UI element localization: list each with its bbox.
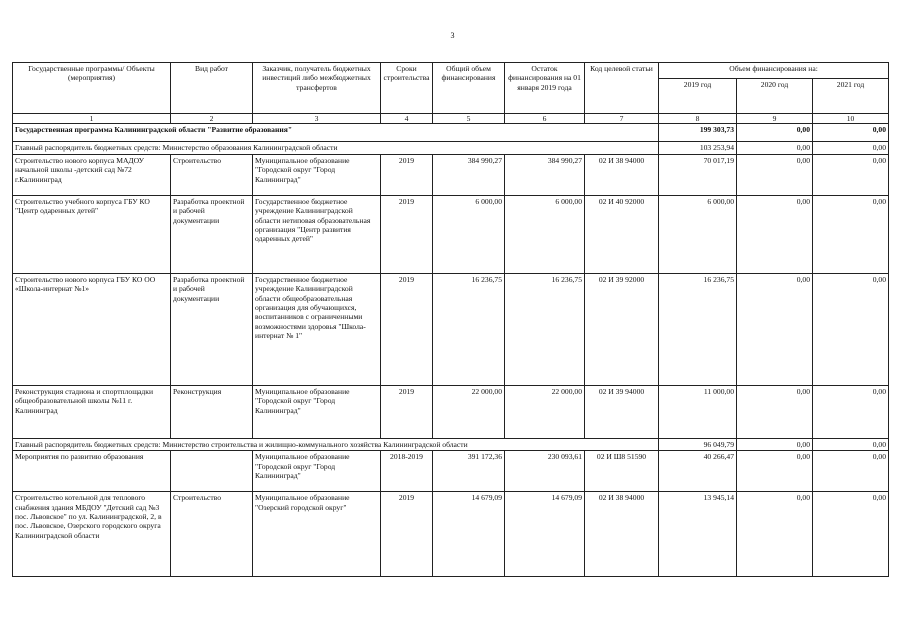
ministry-construction-rows <box>13 451 889 577</box>
program-2019: 199 303,73 <box>659 124 737 142</box>
cell-y2020: 0,00 <box>737 492 813 577</box>
cell-name: Строительство учебного корпуса ГБУ КО "Центр одаренных детей" <box>13 195 171 273</box>
header-customer: Заказчик, получатель бюджетных инвестиций либо межбюджетных трансфертов <box>253 63 381 114</box>
cell-customer: Муниципальное образование "Городской округ "Город Калининград" <box>253 385 381 438</box>
header-objects: Государственные программы/ Объекты (мероприятия) <box>13 63 171 114</box>
cell-y2019: 6 000,00 <box>659 195 737 273</box>
cell-work <box>171 451 253 492</box>
cell-y2021: 0,00 <box>813 273 889 385</box>
manager-row <box>13 142 889 154</box>
cell-remain: 230 093,61 <box>505 451 585 492</box>
program-title: Государственная программа Калининградской области "Развитие образования" <box>13 124 659 142</box>
table-row <box>13 492 889 577</box>
header-total-funding: Общий объем финансирования <box>433 63 505 114</box>
column-index: 1 <box>13 114 171 124</box>
cell-y2019: 16 236,75 <box>659 273 737 385</box>
cell-remain: 14 679,09 <box>505 492 585 577</box>
cell-code: 02 И 38 94000 <box>585 492 659 577</box>
cell-code: 02 И 40 92000 <box>585 195 659 273</box>
header-work-type: Вид работ <box>171 63 253 114</box>
header-row <box>13 63 889 79</box>
cell-remain: 22 000,00 <box>505 385 585 438</box>
table-row <box>13 385 889 438</box>
cell-total: 384 990,27 <box>433 154 505 195</box>
header-2021: 2021 год <box>813 79 889 114</box>
column-index: 6 <box>505 114 585 124</box>
cell-customer: Государственное бюджетное учреждение Калининградской области общеобразовательная организация для обучающихся, воспитанников с ограниченными возможностями здоровья "Школа-интернат № 1" <box>253 273 381 385</box>
header-remaining: Остаток финансирования на 01 января 2019 года <box>505 63 585 114</box>
cell-total: 6 000,00 <box>433 195 505 273</box>
column-index: 2 <box>171 114 253 124</box>
header-code: Код целевой статьи <box>585 63 659 114</box>
manager-title: Главный распорядитель бюджетных средств: Министерство образования Калининградской области <box>13 142 659 154</box>
header-terms: Сроки строительства <box>381 63 433 114</box>
cell-work: Строительство <box>171 154 253 195</box>
column-index-row <box>13 114 889 124</box>
page-number: 3 <box>450 31 455 40</box>
manager-title: Главный распорядитель бюджетных средств: Министерство строительства и жилищно-коммунального хозяйства Калининградской области <box>13 438 659 450</box>
cell-customer: Муниципальное образование "Городской округ "Город Калининград" <box>253 451 381 492</box>
column-index: 9 <box>737 114 813 124</box>
cell-y2019: 13 945,14 <box>659 492 737 577</box>
cell-name: Строительство котельной для теплового снабжения здания МБДОУ "Детский сад №3 пос. Львовское" по ул. Калининградской, 2, в пос. Львовское, Озерского городского округа Калининградской области <box>13 492 171 577</box>
column-index: 3 <box>253 114 381 124</box>
cell-y2021: 0,00 <box>813 385 889 438</box>
cell-total: 16 236,75 <box>433 273 505 385</box>
cell-code: 02 И 38 94000 <box>585 154 659 195</box>
column-index: 10 <box>813 114 889 124</box>
table-row <box>13 154 889 195</box>
cell-customer: Муниципальное образование "Озерский городской округ" <box>253 492 381 577</box>
ministry-education-rows <box>13 154 889 438</box>
cell-term: 2019 <box>381 273 433 385</box>
cell-term: 2019 <box>381 492 433 577</box>
cell-name: Реконструкция стадиона и спортплощадки общеобразовательной школы №11 г. Калининград <box>13 385 171 438</box>
cell-y2021: 0,00 <box>813 492 889 577</box>
cell-work: Разработка проектной и рабочей документации <box>171 195 253 273</box>
cell-remain: 384 990,27 <box>505 154 585 195</box>
cell-total: 22 000,00 <box>433 385 505 438</box>
header-2020: 2020 год <box>737 79 813 114</box>
program-2021: 0,00 <box>813 124 889 142</box>
manager-2020: 0,00 <box>737 142 813 154</box>
program-row <box>13 124 889 142</box>
table-row <box>13 195 889 273</box>
cell-total: 14 679,09 <box>433 492 505 577</box>
cell-code: 02 И 39 92000 <box>585 273 659 385</box>
cell-y2019: 11 000,00 <box>659 385 737 438</box>
cell-remain: 16 236,75 <box>505 273 585 385</box>
manager-2021: 0,00 <box>813 142 889 154</box>
cell-name: Строительство нового корпуса ГБУ КО ОО «Школа-интернат №1» <box>13 273 171 385</box>
cell-y2019: 70 017,19 <box>659 154 737 195</box>
header-2019: 2019 год <box>659 79 737 114</box>
cell-y2021: 0,00 <box>813 195 889 273</box>
manager-2021: 0,00 <box>813 438 889 450</box>
cell-y2020: 0,00 <box>737 195 813 273</box>
header-funding-volume: Объем финансирования на: <box>659 63 889 79</box>
cell-work: Строительство <box>171 492 253 577</box>
cell-name: Строительство нового корпуса МАДОУ начальной школы -детский сад №72 г.Калининград <box>13 154 171 195</box>
cell-y2020: 0,00 <box>737 385 813 438</box>
column-index: 5 <box>433 114 505 124</box>
financing-table <box>12 62 889 577</box>
cell-remain: 6 000,00 <box>505 195 585 273</box>
cell-y2021: 0,00 <box>813 451 889 492</box>
manager-2020: 0,00 <box>737 438 813 450</box>
cell-y2021: 0,00 <box>813 154 889 195</box>
table-row <box>13 273 889 385</box>
manager-2019: 103 253,94 <box>659 142 737 154</box>
column-index: 8 <box>659 114 737 124</box>
column-index: 7 <box>585 114 659 124</box>
cell-customer: Муниципальное образование "Городской округ "Город Калининград" <box>253 154 381 195</box>
table-row <box>13 451 889 492</box>
cell-term: 2019 <box>381 385 433 438</box>
cell-total: 391 172,36 <box>433 451 505 492</box>
program-2020: 0,00 <box>737 124 813 142</box>
cell-work: Разработка проектной и рабочей документации <box>171 273 253 385</box>
column-index: 4 <box>381 114 433 124</box>
cell-y2020: 0,00 <box>737 451 813 492</box>
cell-term: 2018-2019 <box>381 451 433 492</box>
cell-code: 02 И 39 94000 <box>585 385 659 438</box>
cell-name: Мероприятия по развитию образования <box>13 451 171 492</box>
cell-code: 02 И Ш8 51590 <box>585 451 659 492</box>
cell-customer: Государственное бюджетное учреждение Калининградской области нетиповая образовательная организация "Центр развития одаренных детей" <box>253 195 381 273</box>
cell-work: Реконструкция <box>171 385 253 438</box>
cell-term: 2019 <box>381 154 433 195</box>
manager-row <box>13 438 889 450</box>
cell-y2020: 0,00 <box>737 273 813 385</box>
cell-term: 2019 <box>381 195 433 273</box>
cell-y2020: 0,00 <box>737 154 813 195</box>
manager-2019: 96 049,79 <box>659 438 737 450</box>
cell-y2019: 40 266,47 <box>659 451 737 492</box>
